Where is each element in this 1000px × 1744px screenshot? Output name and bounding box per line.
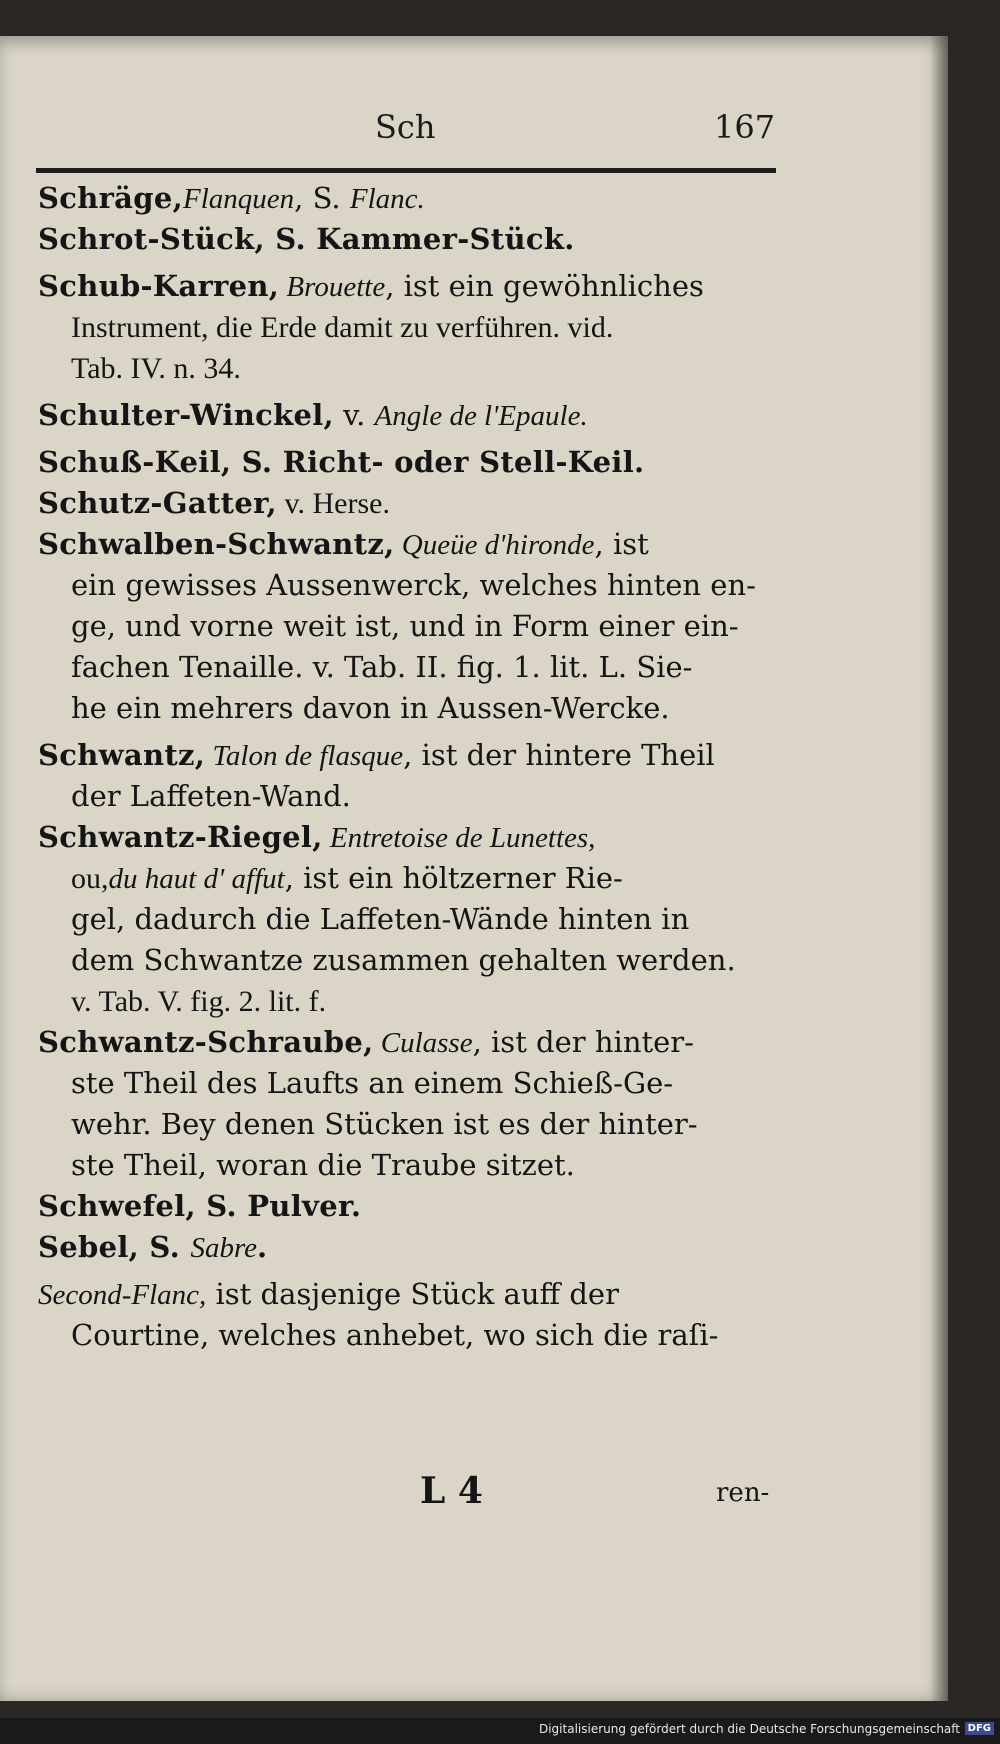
- entry-schutz-gatter: [38, 483, 778, 524]
- french-term: Flanc.: [349, 183, 425, 215]
- definition-text: Instrument, die Erde damit zu verführen. vid.: [71, 311, 614, 344]
- entry-line: [38, 858, 778, 899]
- definition-text: ste Theil des Laufts an einem Schieß-Ge-: [71, 1066, 674, 1100]
- definition-text: , ist: [594, 527, 649, 561]
- definition-text: ou,: [71, 862, 109, 895]
- headword: Schuß-Keil, S. Richt- oder Stell-Keil.: [38, 445, 645, 479]
- definition-text: wehr. Bey denen Stücken ist es der hinter-: [71, 1107, 698, 1141]
- entry-schwantz: [38, 735, 778, 817]
- french-term: Brouette: [279, 271, 386, 303]
- punctuation: .: [257, 1230, 268, 1264]
- headword: Schräge,: [38, 181, 183, 215]
- entry-line: [38, 647, 778, 688]
- entry-line: [38, 1063, 778, 1104]
- headword: Schwefel, S. Pulver.: [38, 1189, 362, 1223]
- entry-schraege: [38, 178, 778, 219]
- catchword: ren-: [716, 1478, 770, 1508]
- headword: Schub-Karren,: [38, 269, 280, 303]
- headword: Schutz-Gatter,: [38, 486, 277, 520]
- entry-line: [38, 776, 778, 817]
- definition-text: , ist der hinter-: [472, 1025, 694, 1059]
- entry-line: [38, 178, 778, 219]
- entry-line: [38, 348, 778, 389]
- french-term: du haut d' affut: [108, 863, 285, 895]
- definition-text: he ein mehrers davon in Aussen-Wercke.: [71, 691, 670, 725]
- entry-line: [38, 981, 778, 1022]
- dfg-logo: DFG: [965, 1722, 994, 1735]
- cross-ref-text: v.: [333, 398, 375, 432]
- entry-line: [38, 1145, 778, 1186]
- entry-line: [38, 307, 778, 348]
- headword: Sebel, S.: [38, 1230, 191, 1264]
- definition-text: , ist ein höltzerner Rie-: [284, 861, 623, 895]
- entry-line: [38, 735, 778, 776]
- french-term: Culasse: [373, 1027, 473, 1059]
- entry-line: [38, 1022, 778, 1063]
- running-head: Sch: [375, 108, 436, 146]
- entry-schrot-stueck: [38, 219, 778, 260]
- definition-text: ste Theil, woran die Traube sitzet.: [71, 1148, 575, 1182]
- definition-text: der Laffeten-Wand.: [71, 779, 351, 813]
- entry-schulter-winckel: [38, 395, 778, 436]
- definition-text: Tab. IV. n. 34.: [71, 352, 241, 385]
- french-term: Angle de l'Epaule.: [374, 400, 588, 432]
- entry-schub-karren: [38, 266, 778, 389]
- entry-line: [38, 395, 778, 436]
- entry-line: [38, 606, 778, 647]
- french-term: Sabre: [190, 1232, 258, 1264]
- definition-text: dem Schwantze zusammen gehalten werden.: [71, 943, 736, 977]
- headword: Schulter-Winckel,: [38, 398, 334, 432]
- headword: Schrot-Stück, S. Kammer-Stück.: [38, 222, 575, 256]
- entry-line: [38, 1274, 778, 1315]
- page-edge-shadow: [930, 36, 948, 1701]
- entry-line: [38, 899, 778, 940]
- entry-line: [38, 483, 778, 524]
- french-term: Entretoise de Lunettes,: [322, 822, 596, 854]
- french-term: Queüe d'hironde: [394, 529, 595, 561]
- definition-text: fachen Tenaille. v. Tab. II. fig. 1. lit. L. Sie-: [71, 650, 693, 684]
- entry-line: [38, 565, 778, 606]
- entry-line: [38, 1227, 778, 1268]
- page-number: 167: [714, 108, 776, 146]
- entry-schwantz-riegel: [38, 817, 778, 1022]
- entry-line: [38, 524, 778, 565]
- entry-schuss-keil: [38, 442, 778, 483]
- entry-sebel: [38, 1227, 778, 1268]
- entry-schwefel: [38, 1186, 778, 1227]
- entry-second-flanc: [38, 1274, 778, 1356]
- entry-line: [38, 266, 778, 307]
- cross-ref-text: , S.: [294, 181, 350, 215]
- entry-line: [38, 688, 778, 729]
- headword: Schwalben-Schwantz,: [38, 527, 395, 561]
- entry-line: [38, 219, 778, 260]
- entry-line: [38, 817, 778, 858]
- entry-line: [38, 442, 778, 483]
- definition-text: , ist der hintere Theil: [403, 738, 715, 772]
- entry-schwantz-schraube: [38, 1022, 778, 1186]
- cross-ref-text: v. Herse.: [276, 487, 390, 520]
- signature-mark: L 4: [420, 1470, 483, 1512]
- definition-text: gel, dadurch die Laffeten-Wände hinten in: [71, 902, 690, 936]
- entry-line: [38, 940, 778, 981]
- entry-line: [38, 1186, 778, 1227]
- definition-text: ge, und vorne weit ist, und in Form einer ein-: [71, 609, 739, 643]
- french-term: Flanquen: [182, 183, 295, 215]
- definition-text: , ist ein gewöhnliches: [385, 269, 704, 303]
- headword: Schwantz-Schraube,: [38, 1025, 374, 1059]
- definition-text: ist dasjenige Stück auff der: [206, 1277, 619, 1311]
- french-term: Talon de flasque: [205, 740, 404, 772]
- headword: Schwantz,: [38, 738, 206, 772]
- dictionary-entries: [38, 178, 778, 1356]
- definition-text: v. Tab. V. fig. 2. lit. f.: [71, 985, 327, 1018]
- entry-line: [38, 1315, 778, 1356]
- headword: Schwantz-Riegel,: [38, 820, 323, 854]
- digitization-credit: Digitalisierung gefördert durch die Deutsche Forschungsgemeinschaft: [538, 1722, 960, 1736]
- headword: Second-Flanc,: [38, 1279, 207, 1311]
- definition-text: Courtine, welches anhebet, wo sich die raſi-: [71, 1318, 719, 1352]
- entry-line: [38, 1104, 778, 1145]
- header-rule: [36, 168, 776, 173]
- definition-text: ein gewisses Aussenwerck, welches hinten en-: [71, 568, 756, 602]
- entry-schwalben-schwantz: [38, 524, 778, 729]
